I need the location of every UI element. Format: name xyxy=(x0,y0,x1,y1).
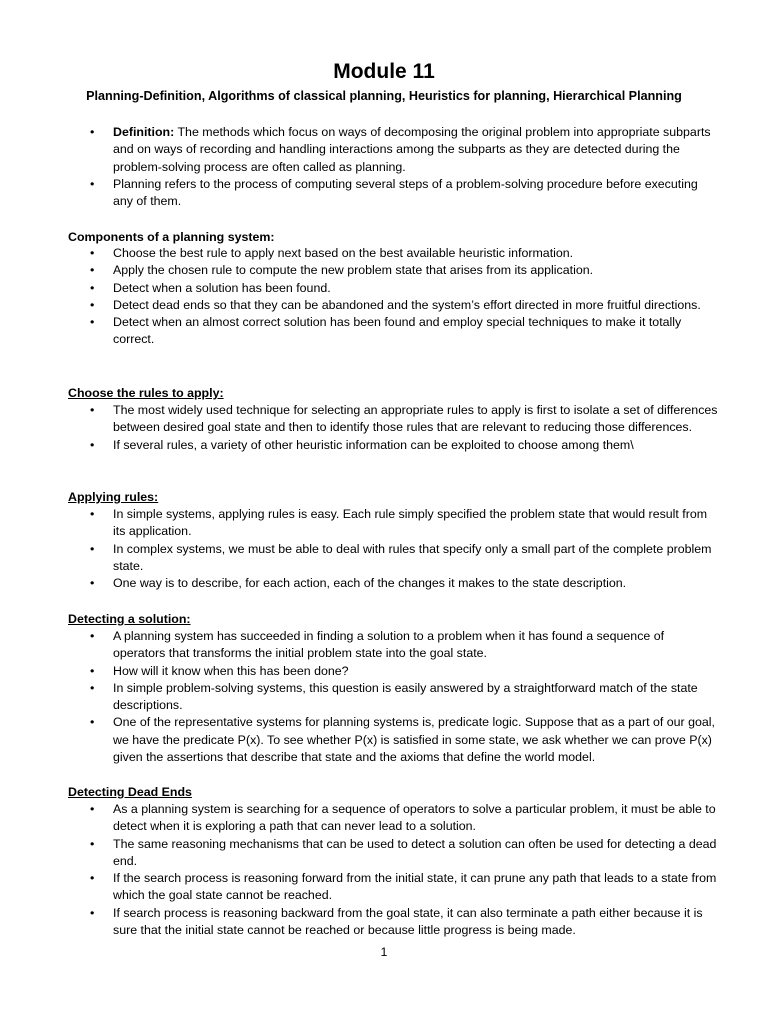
list-item: • One way is to describe, for each action, each of the changes it makes to the state description. xyxy=(0,575,768,592)
section-heading-detecting-solution: Detecting a solution: xyxy=(68,612,191,626)
list-item xyxy=(0,176,768,211)
applying-rules-list xyxy=(0,506,768,592)
section-heading-components: Components of a planning system: xyxy=(68,230,275,244)
page-subtitle: Planning-Definition, Algorithms of classical planning, Heuristics for planning, Hierarchical Planning xyxy=(86,89,682,103)
page-number: 1 xyxy=(380,945,388,959)
list-item: • Apply the chosen rule to compute the new problem state that arises from its application. xyxy=(0,262,768,279)
list-item: • Detect when an almost correct solution has been found and employ special techniques to make it totally correct. xyxy=(0,314,768,349)
list-item: • Detect when a solution has been found. xyxy=(0,280,768,297)
list-item-text: The methods which focus on ways of decomposing the original problem into appropriate subparts and on ways of recording and handling interactions among the subparts as they are detected during the problem-solving process are often called as planning. xyxy=(113,125,711,174)
list-item: • A planning system has succeeded in finding a solution to a problem when it has found a sequence of operators that transforms the initial problem state into the goal state. xyxy=(0,628,768,663)
list-item: • How will it know when this has been done? xyxy=(0,663,768,680)
choose-rules-list xyxy=(0,402,768,454)
list-item: • If search process is reasoning backward from the goal state, it can also terminate a path either because it is sure that the initial state cannot be reached or because little progress is being made. xyxy=(0,905,768,940)
list-item: • In complex systems, we must be able to deal with rules that specify only a small part of the complete problem state. xyxy=(0,541,768,576)
list-item: • If the search process is reasoning forward from the initial state, it can prune any path that leads to a state from which the goal state cannot be reached. xyxy=(0,870,768,905)
list-item xyxy=(0,124,768,176)
section-heading-applying-rules: Applying rules: xyxy=(68,490,159,504)
detecting-solution-list xyxy=(0,628,768,766)
list-item: • In simple problem-solving systems, this question is easily answered by a straightforward match of the state descriptions. xyxy=(0,680,768,715)
definition-label: Definition: xyxy=(113,125,175,139)
list-item: • The most widely used technique for selecting an appropriate rules to apply is first to isolate a set of differences between desired goal state and then to identify those rules that are relevant to reducing those differences. xyxy=(0,402,768,437)
components-list xyxy=(0,245,768,349)
list-item: • As a planning system is searching for a sequence of operators to solve a particular problem, it must be able to detect when it is exploring a path that can never lead to a solution. xyxy=(0,801,768,836)
list-item: • The same reasoning mechanisms that can be used to detect a solution can often be used for detecting a dead end. xyxy=(0,836,768,871)
section-heading-choose-rules: Choose the rules to apply: xyxy=(68,386,224,400)
list-item: • If several rules, a variety of other heuristic information can be exploited to choose among them\ xyxy=(0,437,768,454)
list-item: • One of the representative systems for planning systems is, predicate logic. Suppose that as a part of our goal, we have the predicate P(x). To see whether P(x) is satisfied in some state, we ask whether we can prove P(x) given the assertions that describe that state and the axioms that define the world model. xyxy=(0,714,768,766)
list-item: • In simple systems, applying rules is easy. Each rule simply specified the problem state that would result from its application. xyxy=(0,506,768,541)
dead-ends-list xyxy=(0,801,768,939)
list-item-text: Planning refers to the process of computing several steps of a problem-solving procedure before executing any of them. xyxy=(113,176,698,209)
section-heading-dead-ends: Detecting Dead Ends xyxy=(68,785,192,799)
list-item: • Choose the best rule to apply next based on the best available heuristic information. xyxy=(0,245,768,262)
intro-list xyxy=(0,124,768,210)
page-title: Module 11 xyxy=(333,60,435,83)
list-item: • Detect dead ends so that they can be abandoned and the system’s effort directed in more fruitful directions. xyxy=(0,297,768,314)
